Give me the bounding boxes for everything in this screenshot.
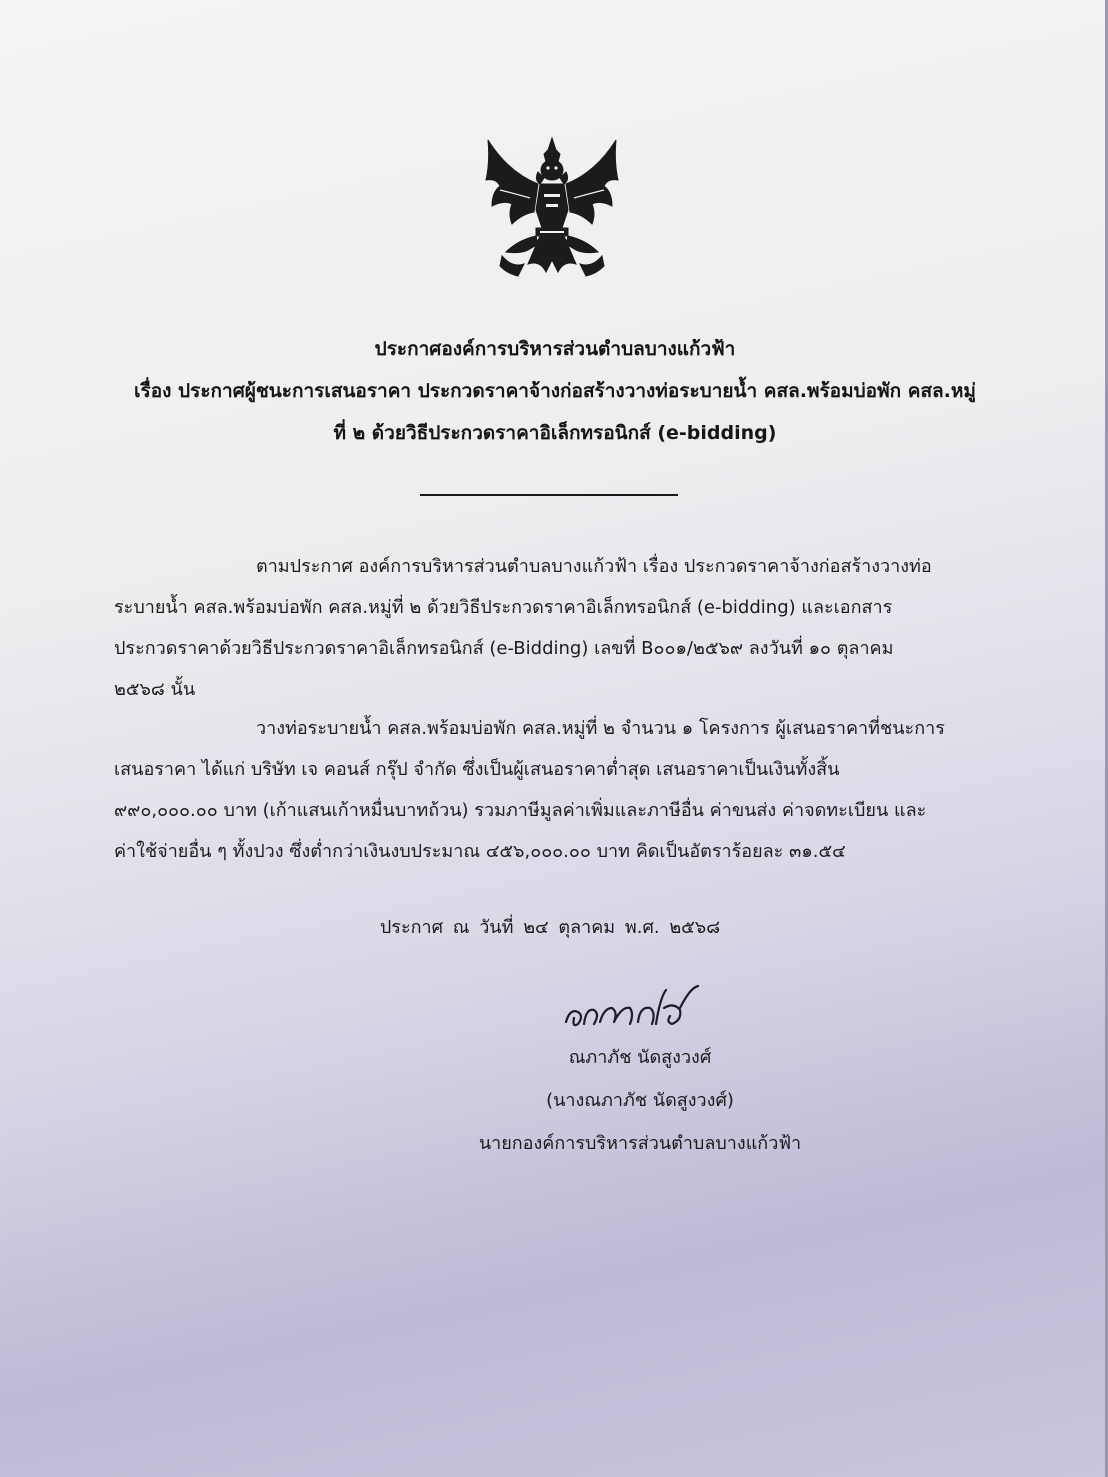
signatory-block: [430, 1036, 850, 1165]
paragraph-line: ค่าใช้จ่ายอื่น ๆ ทั้งปวง ซึ่งต่ำกว่าเงินงบประมาณ ๔๕๖,๐๐๐.๐๐ บาท คิดเป็นอัตราร้อยละ ๓๑.๕๔: [114, 841, 846, 862]
signatory-name-parenthesized: (นางณภาภัช นัดสูงวงศ์): [546, 1090, 734, 1111]
paragraph-line: ประกวดราคาด้วยวิธีประกวดราคาอิเล็กทรอนิกส์ (e-Bidding) เลขที่ B๐๐๑/๒๕๖๙ ลงวันที่ ๑๐ ตุลาคม: [114, 638, 894, 659]
paragraph-line: วางท่อระบายน้ำ คสล.พร้อมบ่อพัก คสล.หมู่ที่ ๒ จำนวน ๑ โครงการ ผู้เสนอราคาที่ชนะการ: [256, 718, 945, 739]
paragraph-line: เสนอราคา ได้แก่ บริษัท เจ คอนส์ กรุ๊ป จำกัด ซึ่งเป็นผู้เสนอราคาต่ำสุด เสนอราคาเป็นเงินทั้งสิ้น: [114, 759, 840, 780]
handwritten-signature: [560, 978, 710, 1038]
garuda-emblem-icon: [478, 132, 626, 284]
paragraph-line: ๙๙๐,๐๐๐.๐๐ บาท (เก้าแสนเก้าหมื่นบาทถ้วน) รวมภาษีมูลค่าเพิ่มและภาษีอื่น ค่าขนส่ง ค่าจดทะเบียน และ: [114, 800, 927, 821]
signatory-position: นายกองค์การบริหารส่วนตำบลบางแก้วฟ้า: [478, 1133, 802, 1154]
title-line-2: เรื่อง ประกาศผู้ชนะการเสนอราคา ประกวดราคาจ้างก่อสร้างวางท่อระบายน้ำ คสล.พร้อมบ่อพัก คสล.หมู่: [134, 380, 976, 402]
title-line-3: ที่ ๒ ด้วยวิธีประกวดราคาอิเล็กทรอนิกส์ (e-bidding): [333, 422, 777, 444]
paragraph-line: ระบายน้ำ คสล.พร้อมบ่อพัก คสล.หมู่ที่ ๒ ด้วยวิธีประกวดราคาอิเล็กทรอนิกส์ (e-bidding) และเอกสาร: [114, 597, 893, 618]
title-line-1: ประกาศองค์การบริหารส่วนตำบลบางแก้วฟ้า: [374, 338, 736, 360]
announcement-title: [60, 328, 1050, 454]
title-divider: [420, 494, 678, 496]
paragraph-line: ๒๕๖๘ นั้น: [114, 679, 196, 700]
announcement-date: ประกาศ ณ วันที่ ๒๔ ตุลาคม พ.ศ. ๒๕๖๘: [379, 917, 721, 938]
body-paragraph-1: [114, 546, 980, 710]
body-paragraph-2: [114, 708, 980, 872]
signatory-name: ณภาภัช นัดสูงวงศ์: [568, 1047, 712, 1068]
paragraph-line: ตามประกาศ องค์การบริหารส่วนตำบลบางแก้วฟ้า เรื่อง ประกวดราคาจ้างก่อสร้างวางท่อ: [256, 556, 932, 577]
